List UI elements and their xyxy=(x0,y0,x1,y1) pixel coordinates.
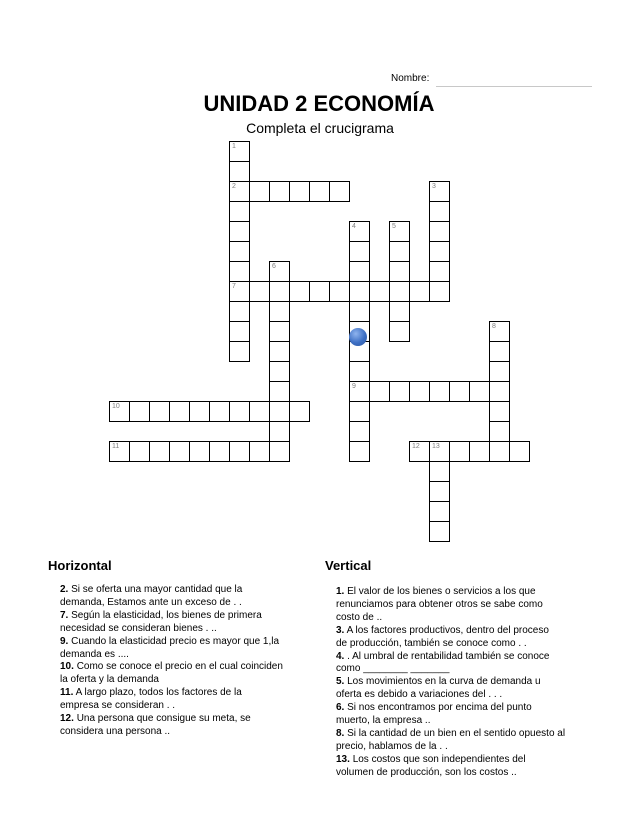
crossword-cell xyxy=(249,281,270,302)
crossword-cell xyxy=(489,441,510,462)
crossword-cell xyxy=(269,301,290,322)
clue-vertical-1 xyxy=(336,586,565,625)
crossword-cell xyxy=(389,241,410,262)
crossword-cell xyxy=(349,301,370,322)
clue-number: 4. xyxy=(336,650,345,662)
crossword-cell xyxy=(329,181,350,202)
crossword-cell xyxy=(349,401,370,422)
crossword-cell xyxy=(489,381,510,402)
clue-horizontal-9 xyxy=(60,636,283,662)
crossword-cell xyxy=(489,341,510,362)
crossword-cell xyxy=(229,341,250,362)
clue-vertical-6 xyxy=(336,702,565,728)
cell-number: 6 xyxy=(272,263,276,270)
crossword-cell xyxy=(229,321,250,342)
clue-line xyxy=(336,754,565,767)
clue-text: la oferta y la demanda xyxy=(60,674,159,686)
clue-vertical-8 xyxy=(336,728,565,754)
crossword-cell xyxy=(409,441,430,462)
clue-line xyxy=(60,713,283,726)
cell-number: 2 xyxy=(232,183,236,190)
crossword-cell xyxy=(229,401,250,422)
clue-number: 5. xyxy=(336,676,345,688)
cell-number: 9 xyxy=(352,383,356,390)
clue-line xyxy=(60,623,283,636)
crossword-cell xyxy=(389,221,410,242)
crossword-cell xyxy=(429,281,450,302)
horizontal-clues xyxy=(60,584,283,739)
clue-text: El valor de los bienes o servicios a los que xyxy=(347,586,536,597)
crossword-cell xyxy=(449,381,470,402)
clue-number: 13. xyxy=(336,753,350,765)
crossword-cell xyxy=(209,401,230,422)
clue-horizontal-11 xyxy=(60,687,283,713)
crossword-cell xyxy=(349,241,370,262)
clue-text: Si la cantidad de un bien en el sentido opuesto al xyxy=(347,727,566,739)
clue-horizontal-10 xyxy=(60,661,283,687)
clue-text: volumen de producción, son los costos .. xyxy=(336,766,517,778)
crossword-cell xyxy=(349,421,370,442)
crossword-cell xyxy=(289,181,310,202)
horizontal-heading: Horizontal xyxy=(48,558,112,573)
crossword-cell xyxy=(369,381,390,402)
crossword-cell xyxy=(269,181,290,202)
clue-number: 10. xyxy=(60,661,74,673)
crossword-cell xyxy=(469,381,490,402)
crossword-cell xyxy=(169,401,190,422)
clue-text: renunciamos para obtener otros se sabe como xyxy=(336,598,543,610)
clue-line xyxy=(60,661,283,674)
crossword-cell xyxy=(189,401,210,422)
crossword-cell xyxy=(169,441,190,462)
clue-text: empresa se consideran . . xyxy=(60,700,176,712)
clue-text: A los factores productivos, dentro del proceso xyxy=(346,624,549,636)
clue-number: 6. xyxy=(336,702,345,714)
clue-text: Si nos encontramos por encima del punto xyxy=(347,702,532,714)
crossword-cell xyxy=(309,281,330,302)
crossword-cell xyxy=(489,421,510,442)
crossword-cell xyxy=(289,401,310,422)
clue-line xyxy=(60,700,283,713)
clue-line xyxy=(336,715,565,728)
crossword-cell xyxy=(229,281,250,302)
crossword-cell xyxy=(329,281,350,302)
clue-text: demanda, Estamos ante un exceso de . . xyxy=(60,596,242,608)
clue-line xyxy=(336,767,565,780)
clue-text: considera una persona .. xyxy=(60,725,171,737)
crossword-cell xyxy=(409,281,430,302)
clue-line xyxy=(336,676,565,689)
clue-text: como ________ _______ xyxy=(336,663,450,675)
crossword-cell xyxy=(129,401,150,422)
crossword-cell xyxy=(109,441,130,462)
crossword-cell xyxy=(269,341,290,362)
cell-number: 5 xyxy=(392,223,396,230)
clue-line xyxy=(60,584,283,597)
crossword-cell xyxy=(229,241,250,262)
crossword-cell xyxy=(429,481,450,502)
crossword-cell xyxy=(229,301,250,322)
clue-line xyxy=(60,674,283,687)
crossword-cell xyxy=(249,401,270,422)
crossword-cell xyxy=(469,441,490,462)
crossword-cell xyxy=(229,441,250,462)
crossword-cell xyxy=(229,141,250,162)
cell-number: 12 xyxy=(412,443,420,450)
clue-text: oferta es debido a variaciones del . . . xyxy=(336,689,503,701)
clue-text: muerto, la empresa .. xyxy=(336,715,431,727)
page-title: UNIDAD 2 ECONOMÍA xyxy=(203,91,435,116)
clue-number: 1. xyxy=(336,586,345,597)
clue-line xyxy=(336,728,565,741)
crossword-cell xyxy=(389,381,410,402)
crossword-cell xyxy=(429,521,450,542)
clue-text: Si se oferta una mayor cantidad que la xyxy=(71,584,243,595)
clue-line xyxy=(336,741,565,754)
crossword-cell xyxy=(369,281,390,302)
cell-number: 1 xyxy=(232,143,236,150)
clue-line xyxy=(336,586,565,599)
cell-number: 7 xyxy=(232,283,236,290)
crossword-cell xyxy=(189,441,210,462)
crossword-cell xyxy=(229,161,250,182)
crossword-cell xyxy=(449,441,470,462)
crossword-cell xyxy=(149,441,170,462)
clue-horizontal-12 xyxy=(60,713,283,739)
crossword-cell xyxy=(429,241,450,262)
crossword-cell xyxy=(429,501,450,522)
crossword-cell xyxy=(489,321,510,342)
clue-horizontal-2 xyxy=(60,584,283,610)
vertical-clues xyxy=(336,586,565,780)
crossword-cell xyxy=(349,441,370,462)
clue-text: A largo plazo, todos los factores de la xyxy=(75,687,242,699)
clue-line xyxy=(60,687,283,700)
crossword-cell xyxy=(429,441,450,462)
clue-text: de producción, también se conoce como . . xyxy=(336,637,527,649)
page-subtitle: Completa el crucigrama xyxy=(246,120,394,136)
crossword-cell xyxy=(269,361,290,382)
crossword-cell xyxy=(389,321,410,342)
crossword-cell xyxy=(349,361,370,382)
vertical-heading: Vertical xyxy=(325,558,372,573)
clue-line xyxy=(60,636,283,649)
crossword-cell xyxy=(349,381,370,402)
clue-vertical-5 xyxy=(336,676,565,702)
crossword-cell xyxy=(229,181,250,202)
crossword-cell xyxy=(489,401,510,422)
crossword-cell xyxy=(209,441,230,462)
clue-line xyxy=(60,610,283,623)
clue-text: Según la elasticidad, los bienes de primera xyxy=(71,609,262,621)
crossword-cell xyxy=(229,261,250,282)
clue-text: precio, hablamos de la . . xyxy=(336,740,448,752)
crossword-cell xyxy=(429,461,450,482)
clue-text: . Al umbral de rentabilidad también se conoce xyxy=(347,650,550,662)
clue-text: costo de .. xyxy=(336,611,383,623)
clue-text: Los movimientos en la curva de demanda u xyxy=(347,676,541,688)
clue-text: Una persona que consigue su meta, se xyxy=(76,713,251,725)
clue-line xyxy=(336,612,565,625)
cell-number: 3 xyxy=(432,183,436,190)
crossword-cell xyxy=(489,361,510,382)
crossword-cell xyxy=(229,221,250,242)
crossword-cell xyxy=(149,401,170,422)
clue-line xyxy=(336,638,565,651)
crossword-cell xyxy=(269,421,290,442)
clue-line xyxy=(60,726,283,739)
clue-text: demanda es .... xyxy=(60,648,129,660)
clue-vertical-13 xyxy=(336,754,565,780)
cell-number: 10 xyxy=(112,403,120,410)
clue-number: 8. xyxy=(336,727,345,739)
cell-number: 11 xyxy=(112,443,120,450)
clue-number: 11. xyxy=(60,687,74,699)
blue-dot-marker xyxy=(349,328,367,346)
crossword-cell xyxy=(249,181,270,202)
crossword-cell xyxy=(309,181,330,202)
crossword-cell xyxy=(269,321,290,342)
clue-line xyxy=(336,625,565,638)
crossword-cell xyxy=(429,181,450,202)
clue-text: Como se conoce el precio en el cual coinciden xyxy=(76,661,283,673)
clue-text: Cuando la elasticidad precio es mayor que 1,la xyxy=(71,635,280,647)
clue-line xyxy=(336,663,565,676)
crossword-cell xyxy=(349,281,370,302)
name-label: Nombre: xyxy=(391,73,430,84)
crossword-cell xyxy=(429,261,450,282)
crossword-cell xyxy=(389,281,410,302)
clue-line xyxy=(60,597,283,610)
crossword-cell xyxy=(229,201,250,222)
clue-line xyxy=(336,702,565,715)
crossword-cell xyxy=(289,281,310,302)
crossword-cell xyxy=(429,221,450,242)
crossword-cell xyxy=(349,261,370,282)
clue-number: 12. xyxy=(60,713,74,725)
crossword-cell xyxy=(249,441,270,462)
crossword-cell xyxy=(269,261,290,282)
crossword-cell xyxy=(129,441,150,462)
cell-number: 8 xyxy=(492,323,496,330)
clue-vertical-4 xyxy=(336,651,565,677)
crossword-cell xyxy=(509,441,530,462)
crossword-cell xyxy=(269,381,290,402)
clue-number: 2. xyxy=(60,584,69,595)
crossword-cell xyxy=(269,401,290,422)
crossword-cell xyxy=(269,441,290,462)
crossword-cell xyxy=(429,381,450,402)
cell-number: 13 xyxy=(432,443,440,450)
clue-text: necesidad se consideran bienes . .. xyxy=(60,622,217,634)
crossword-cell xyxy=(409,381,430,402)
crossword-cell xyxy=(389,301,410,322)
clue-line xyxy=(336,651,565,664)
clue-horizontal-7 xyxy=(60,610,283,636)
cell-number: 4 xyxy=(352,223,356,230)
clue-line xyxy=(336,689,565,702)
clue-line xyxy=(336,599,565,612)
clue-number: 9. xyxy=(60,635,69,647)
clue-line xyxy=(60,649,283,662)
crossword-cell xyxy=(349,221,370,242)
clue-text: Los costos que son independientes del xyxy=(352,753,526,765)
clue-vertical-3 xyxy=(336,625,565,651)
crossword-cell xyxy=(389,261,410,282)
crossword-cell xyxy=(429,201,450,222)
clue-number: 7. xyxy=(60,609,69,621)
crossword-cell xyxy=(109,401,130,422)
clue-number: 3. xyxy=(336,624,345,636)
crossword-cell xyxy=(269,281,290,302)
